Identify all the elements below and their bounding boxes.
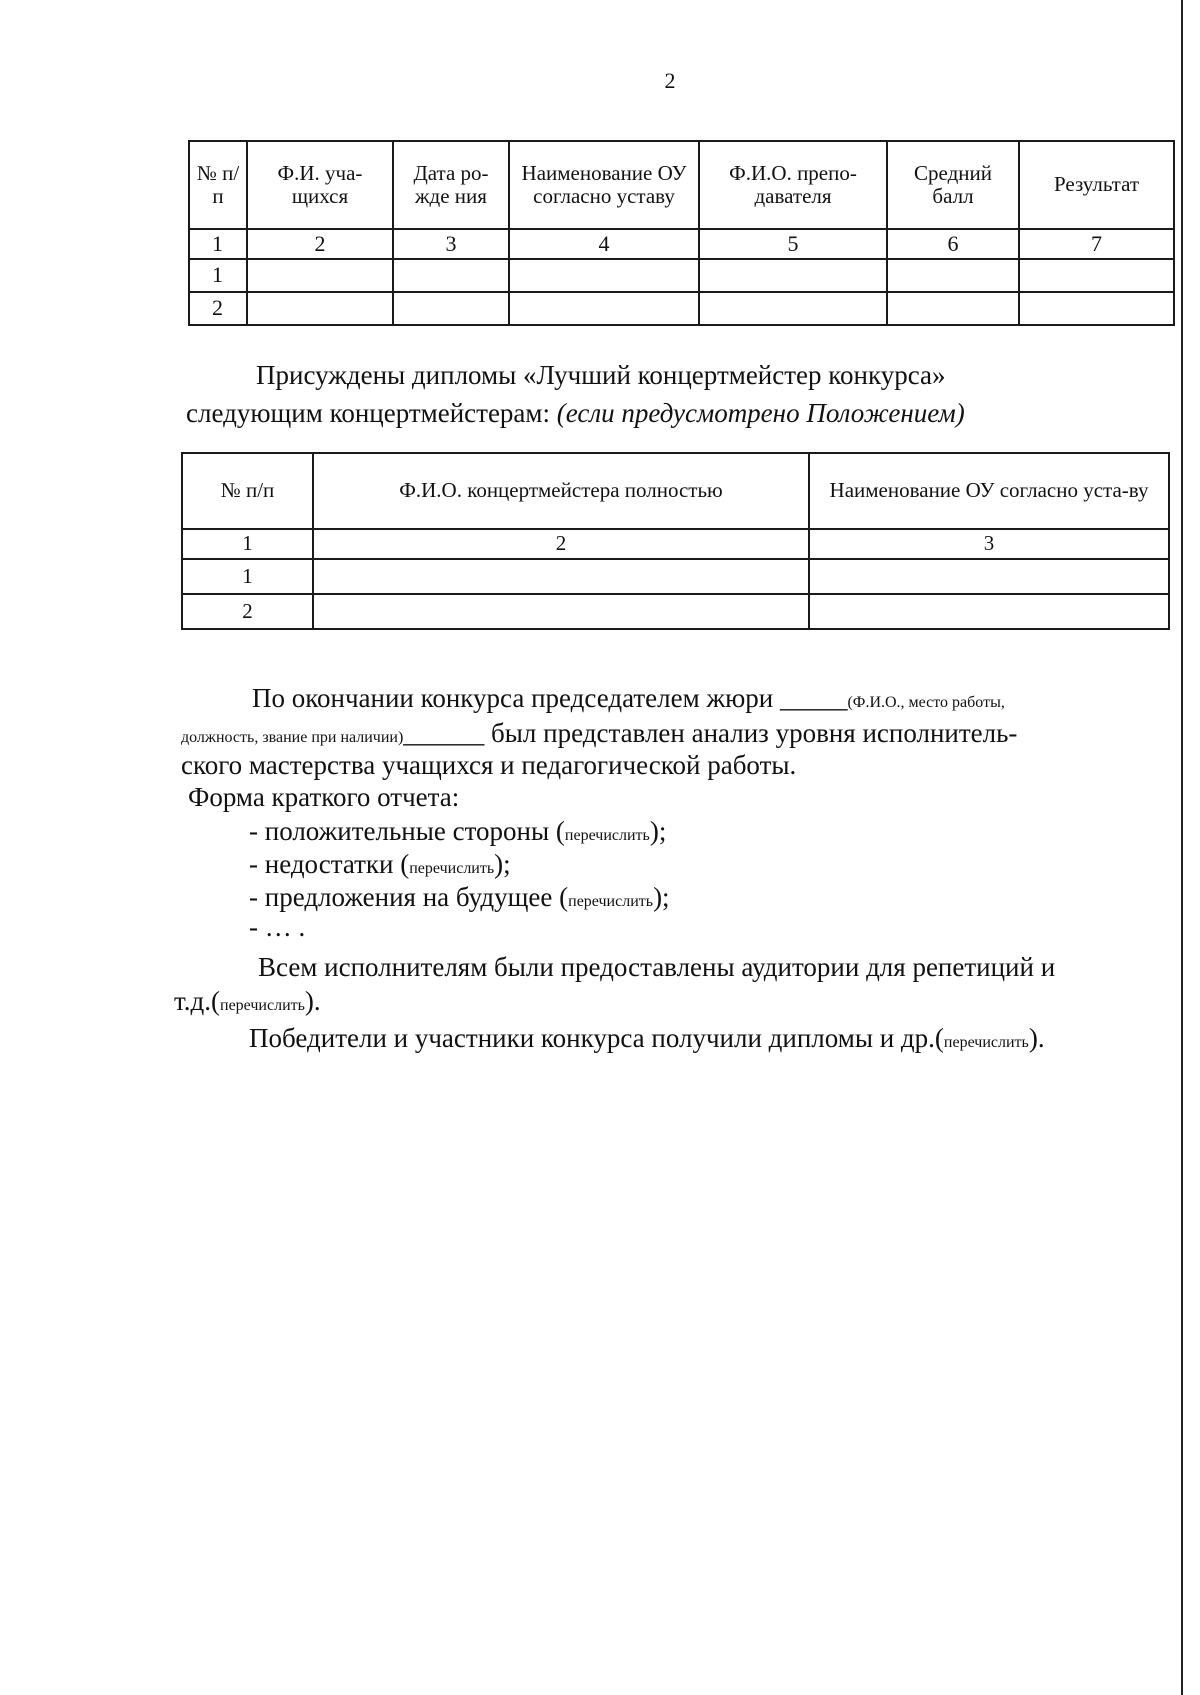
table-cell	[509, 259, 699, 292]
table-cell	[247, 292, 393, 325]
accompanists-table	[181, 452, 1170, 630]
diploma-heading-line2	[186, 398, 965, 429]
report-form-title: Форма краткого отчета:	[188, 782, 460, 812]
column-number: 1	[189, 229, 247, 259]
table-cell	[247, 259, 393, 292]
report-item-ellipsis: - … .	[249, 912, 306, 942]
column-number: 3	[809, 529, 1169, 559]
header-cell: Средний балл	[887, 141, 1019, 229]
column-number: 6	[887, 229, 1019, 259]
column-number: 2	[247, 229, 393, 259]
report-item: - недостатки (перечислить);	[249, 849, 511, 879]
report-line5: т.д.(перечислить).	[174, 986, 321, 1016]
table-row	[189, 259, 1174, 292]
header-cell: Дата ро-жде ния	[393, 141, 509, 229]
page-edge-line	[1181, 0, 1183, 1695]
column-number: 1	[182, 529, 313, 559]
table-cell	[699, 259, 887, 292]
table-row	[182, 594, 1169, 629]
table-cell	[809, 559, 1169, 594]
report-note: должность, звание при наличии)	[181, 729, 404, 746]
table-header-row	[182, 453, 1169, 529]
header-cell: Наименование ОУ согласно уста-ву	[809, 453, 1169, 529]
table-cell	[887, 292, 1019, 325]
table-cell	[313, 559, 809, 594]
row-index: 2	[182, 594, 313, 629]
header-cell: № п/п	[189, 141, 247, 229]
table-row	[182, 559, 1169, 594]
table-cell	[393, 259, 509, 292]
column-number-row	[189, 229, 1174, 259]
column-number: 7	[1019, 229, 1174, 259]
diploma-heading-line1: Присуждены дипломы «Лучший концертмейстер конкурса»	[256, 360, 946, 390]
report-line1	[252, 683, 1005, 714]
row-index: 1	[182, 559, 313, 594]
column-number: 4	[509, 229, 699, 259]
table-cell	[1019, 292, 1174, 325]
diploma-heading-text: следующим концертмейстерам:	[186, 398, 557, 428]
table-cell	[393, 292, 509, 325]
table-cell	[1019, 259, 1174, 292]
report-line4: Всем исполнителям были предоставлены аудитории для репетиций и	[258, 952, 1056, 982]
table-header-row	[189, 141, 1174, 229]
table-row	[189, 292, 1174, 325]
participants-table	[188, 140, 1175, 326]
table-cell	[313, 594, 809, 629]
column-number: 3	[393, 229, 509, 259]
report-note: (Ф.И.О., место работы,	[847, 694, 1005, 711]
column-number: 2	[313, 529, 809, 559]
header-cell: Наименование ОУ согласно уставу	[509, 141, 699, 229]
table-cell	[699, 292, 887, 325]
column-number: 5	[699, 229, 887, 259]
table-cell	[509, 292, 699, 325]
report-line6: Победители и участники конкурса получили дипломы и др.(перечислить).	[249, 1023, 1045, 1053]
row-index: 2	[189, 292, 247, 325]
diploma-heading-note: (если предусмотрено Положением)	[556, 398, 965, 428]
header-cell: Ф.И. уча-щихся	[247, 141, 393, 229]
table-cell	[887, 259, 1019, 292]
report-item: - положительные стороны (перечислить);	[249, 816, 667, 846]
page-number: 2	[664, 68, 676, 93]
header-cell: Ф.И.О. концертмейстера полностью	[313, 453, 809, 529]
column-number-row	[182, 529, 1169, 559]
row-index: 1	[189, 259, 247, 292]
report-line3: ского мастерства учащихся и педагогической работы.	[181, 750, 797, 780]
header-cell: Результат	[1019, 141, 1174, 229]
header-cell: Ф.И.О. препо-давателя	[699, 141, 887, 229]
table-cell	[809, 594, 1169, 629]
header-cell: № п/п	[182, 453, 313, 529]
report-line2	[181, 718, 1017, 749]
report-item: - предложения на будущее (перечислить);	[249, 882, 670, 912]
report-text: ______ был представлен анализ уровня исполнитель-	[403, 718, 1018, 748]
report-text: По окончании конкурса председателем жюри _____	[252, 683, 848, 713]
